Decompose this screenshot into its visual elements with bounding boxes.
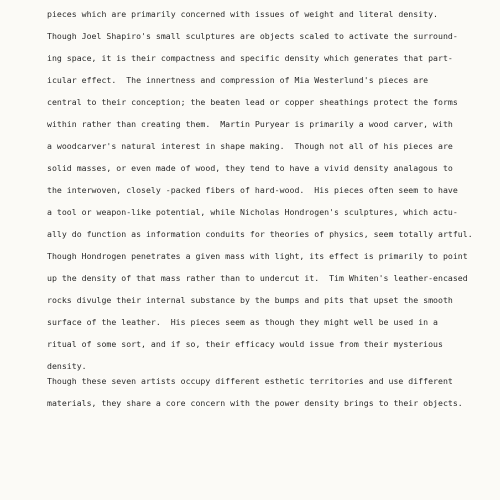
text-line: icular effect. The innertness and compression of Mia Westerlund's pieces are bbox=[47, 75, 429, 85]
text-line: a woodcarver's natural interest in shape making. Though not all of his pieces are bbox=[47, 141, 453, 151]
text-line: the interwoven, closely -packed fibers of hard-wood. His pieces often seem to have bbox=[47, 185, 458, 195]
text-line: a tool or weapon-like potential, while Nicholas Hondrogen's sculptures, which actu- bbox=[47, 207, 458, 217]
text-line: ritual of some sort, and if so, their efficacy would issue from their mysterious bbox=[47, 339, 443, 349]
text-line: ing space, it is their compactness and specific density which generates that part- bbox=[47, 53, 453, 63]
text-line: central to their conception; the beaten lead or copper sheathings protect the forms bbox=[47, 97, 458, 107]
text-line: Though Joel Shapiro's small sculptures are objects scaled to activate the surround- bbox=[47, 31, 458, 41]
text-line: density. bbox=[47, 361, 87, 371]
text-line: surface of the leather. His pieces seem as though they might well be used in a bbox=[47, 317, 438, 327]
text-line: Though Hondrogen penetrates a given mass with light, its effect is primarily to point bbox=[47, 251, 468, 261]
text-line: up the density of that mass rather than to undercut it. Tim Whiten's leather-encased bbox=[47, 273, 468, 283]
text-line: Though these seven artists occupy different esthetic territories and use different bbox=[47, 376, 453, 386]
text-line: materials, they share a core concern with the power density brings to their objects. bbox=[47, 398, 463, 408]
text-line: rocks divulge their internal substance by the bumps and pits that upset the smooth bbox=[47, 295, 453, 305]
text-line: solid masses, or even made of wood, they tend to have a vivid density analagous to bbox=[47, 163, 453, 173]
text-line: ally do function as information conduits for theories of physics, seem totally artful. bbox=[47, 229, 473, 239]
text-line: pieces which are primarily concerned with issues of weight and literal density. bbox=[47, 9, 438, 19]
text-line: within rather than creating them. Martin Puryear is primarily a wood carver, with bbox=[47, 119, 453, 129]
